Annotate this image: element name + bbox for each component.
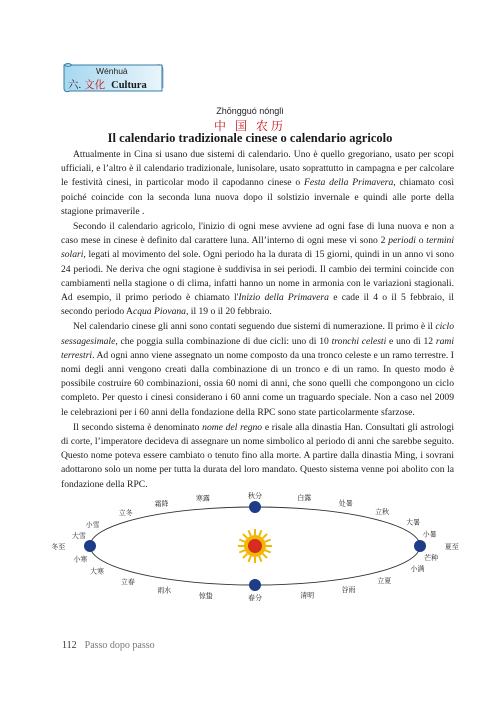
sun-ray [239, 550, 245, 552]
solar-term-label: 夏至 [444, 543, 459, 551]
solar-term-label: 处暑 [338, 499, 353, 508]
text-run: Nel calendario cinese gli anni sono contati seguendo due sistemi di numerazione. Il primo è il [73, 321, 436, 333]
solar-term-label: 大雪 [71, 532, 86, 541]
solar-terms-diagram [51, 480, 459, 610]
sun-ray [248, 530, 250, 536]
paragraph [61, 148, 454, 219]
article-body [61, 148, 454, 493]
page-title: Il calendario tradizionale cinese o calendario agricolo [107, 131, 393, 145]
solar-term-label: 白露 [297, 494, 312, 503]
sun-core [248, 539, 262, 553]
paragraph [61, 220, 454, 319]
solar-term-label: 小雪 [85, 521, 100, 530]
italic-term: termini solari [61, 235, 455, 261]
italic-term: cqua Piovana [132, 306, 186, 318]
text-run: Attualmente in Cina si usano due sistemi di calendario. Uno è quello gregoriano, usato per scopi ufficiali, e l’altro è il calendario tradizionale, lunisolare, usato soprattutto in campagna e per calcolare le festività cinesi, in particolar modo il capodanno cinese o [61, 149, 454, 189]
italic-term: Festa della Primavera [304, 177, 394, 189]
sun-ray [248, 556, 250, 562]
paragraph [61, 320, 454, 419]
sun-ray [259, 530, 261, 536]
sun-ray [259, 556, 261, 562]
book-title: Passo dopo passo [84, 640, 155, 651]
solar-term-label: 寒露 [195, 494, 210, 503]
section-pinyin: Wénhuà [96, 66, 128, 76]
sun-ray [243, 534, 247, 538]
italic-term: nome del regno [202, 421, 263, 433]
solar-term-label: 霜降 [154, 500, 169, 509]
solar-term-label: 惊蛰 [198, 591, 213, 600]
solar-term-label: 立夏 [377, 577, 392, 586]
section-banner [62, 62, 166, 94]
solar-term-label: 大暑 [405, 518, 420, 527]
italic-term: Inizio della Primavera [238, 292, 329, 304]
text-run: Secondo il calendario agricolo, l'inizio di ogni mese avviene ad ogni fase di luna nuova e non a caso mese in cinese è definito dal carattere luna. All’interno di ogni mese vi sono 2 [61, 221, 454, 247]
solar-term-label: 小寒 [73, 555, 88, 564]
earth-icon [249, 501, 261, 513]
solar-term-label: 清明 [300, 591, 315, 600]
italic-term: ciclo sessagesimale [61, 321, 454, 347]
earth-icon [84, 540, 96, 552]
sun-ray [263, 534, 267, 538]
solar-term-label: 小满 [410, 564, 425, 573]
solar-term-label: 芒种 [424, 553, 439, 562]
solar-term-label: 大寒 [90, 567, 105, 576]
sun-ray [265, 550, 271, 552]
text-run: , legati al movimento del sole. Ogni periodo ha la durata di 15 giorni, quindi in un anno vi sono 24 periodi. Ne deriva che ogni stagione è suddivisa in sei periodi. Il cambio dei termini coincide con cambiamenti nella stagione o di clima, infatti hanno un nome in armonia con le variazioni stagionali. Ad esempio, il primo periodo è chiamato l' [61, 249, 454, 304]
text-run: , il 19 o il 20 febbraio. [185, 306, 272, 318]
solar-term-label: 春分 [248, 594, 262, 602]
text-run: o [415, 235, 427, 247]
solar-term-label: 秋分 [248, 492, 262, 500]
text-run: Il secondo sistema è denominato [73, 421, 203, 433]
page-number: 112 [62, 640, 77, 651]
earth-icon [414, 540, 426, 552]
sun-ray [243, 554, 247, 558]
solar-term-label: 立春 [120, 577, 135, 586]
sun-ray [263, 554, 267, 558]
section-italian: Cultura [111, 80, 147, 91]
sun-ray [239, 539, 245, 541]
sun-icon [238, 529, 272, 563]
sun-ray [265, 539, 271, 541]
text-run: e risale alla dinastia Han. Consultati gli astrologi di corte, l’imperatore decideva di assegnare un nome simbolico al periodo di anni che sarebbe seguito. Questo nome poteva essere cambiato o tenuto fino alla morte. A partire dalla dinastia Ming, i sovrani adottarono solo un nome per tutta la durata del loro mandato. Questo sistema venne poi abolito con la fondazione della RPC. [61, 421, 455, 490]
page-footer [62, 640, 155, 651]
text-run: e cade il 4 o il 5 febbraio, il secondo periodo A [61, 292, 454, 318]
italic-term: periodi [388, 235, 416, 247]
solar-term-label: 小暑 [422, 530, 437, 539]
italic-term: tronchi celesti [331, 335, 387, 347]
section-number: 六. [68, 80, 82, 91]
title-pinyin: Zhōngguó nónglì [216, 106, 284, 116]
section-label [68, 77, 147, 92]
solar-term-label: 立秋 [375, 508, 390, 517]
italic-term: rami terrestri [61, 335, 454, 361]
title-chinese: 中 国 农历 [213, 119, 286, 133]
solar-term-label: 立冬 [118, 508, 133, 517]
text-run: , che poggia sulla combinazione di due cicli: uno di 10 [115, 335, 332, 347]
text-run: , chiamato così poiché coincide con la seconda luna nuova dopo il solstizio invernale e quindi alle porte della stagione primaverile . [61, 177, 455, 217]
text-run: e uno di 12 [386, 335, 436, 347]
earth-icon [249, 579, 261, 591]
text-run: . Ad ogni anno viene assegnato un nome composto da una tronco celeste e un ramo terrestre. I nomi degli anni vengono creati dalla combinazione di un tronco e di un ramo. In questo modo è possibile costruire 60 combinazioni, ossia 60 nomi di anni, che sono quelli che compongono un ciclo completo. Per questo i cinesi considerano i 60 anni come un traguardo speciale. Non a caso nel 2009 le celebrazioni per i 60 anni della fondazione della RPC sono state particolarmente sfarzose. [61, 349, 454, 418]
solar-term-label: 雨水 [157, 586, 172, 595]
solar-term-label: 冬至 [51, 543, 66, 551]
solar-term-label: 谷雨 [341, 585, 356, 594]
section-chinese: 文化 [84, 80, 106, 91]
